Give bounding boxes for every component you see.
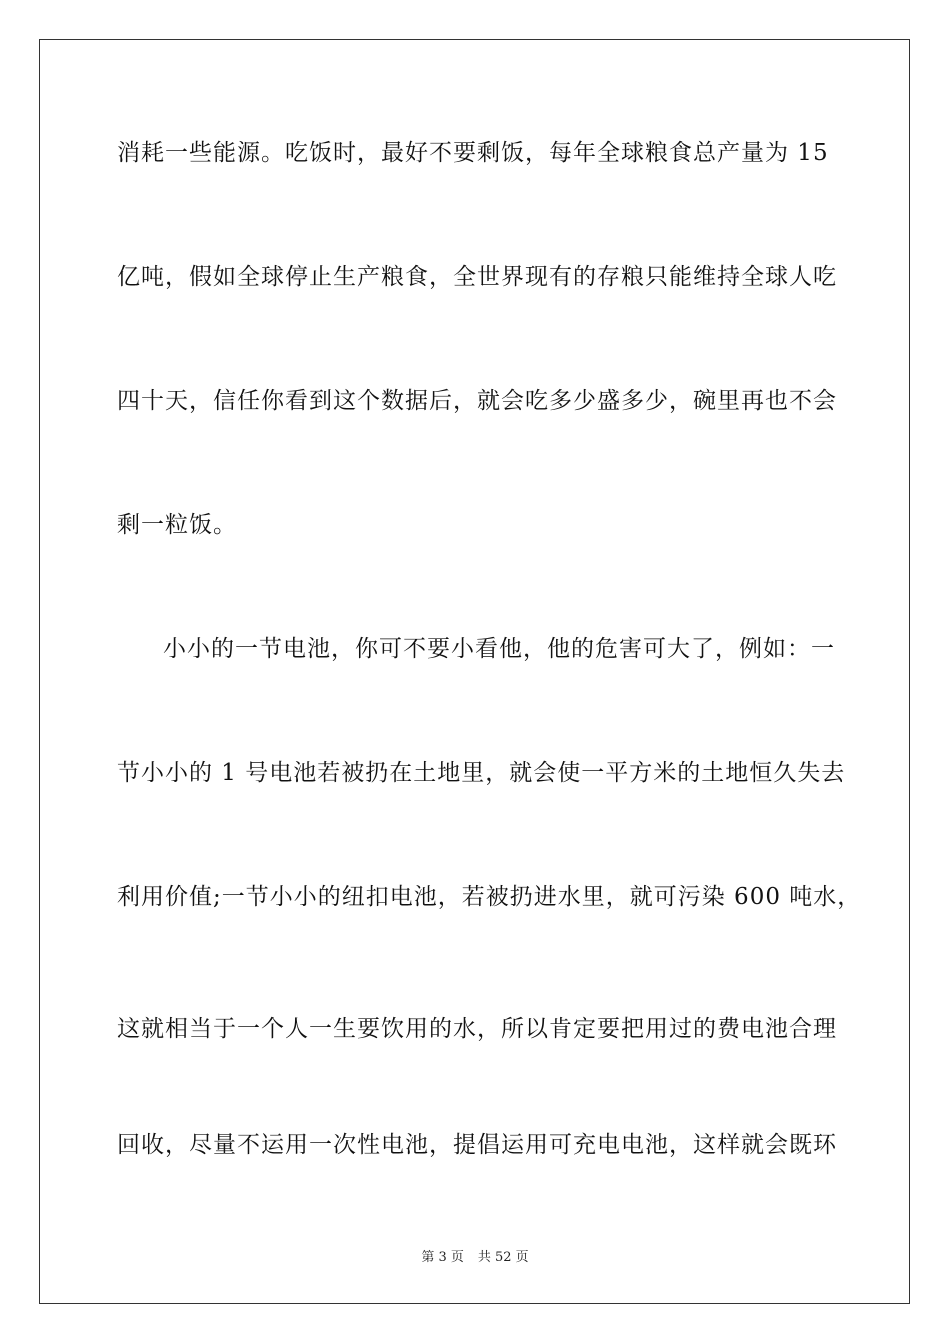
paragraph-start-line: 小小的一节电池，你可不要小看他，他的危害可大了，例如：一 xyxy=(163,636,835,662)
text-line: 这就相当于一个人一生要饮用的水，所以肯定要把用过的费电池合理 xyxy=(117,1016,837,1042)
text-line: 节小小的 1 号电池若被扔在土地里，就会使一平方米的土地恒久失去 xyxy=(117,760,846,786)
page-number: 第 3 页 xyxy=(421,1250,464,1265)
text-line: 四十天，信任你看到这个数据后，就会吃多少盛多少，碗里再也不会 xyxy=(117,388,837,414)
text-line: 消耗一些能源。吃饭时，最好不要剩饭，每年全球粮食总产量为 15 xyxy=(117,140,829,166)
text-line: 剩一粒饭。 xyxy=(117,512,237,538)
text-line: 亿吨，假如全球停止生产粮食，全世界现有的存粮只能维持全球人吃 xyxy=(117,264,837,290)
page-footer xyxy=(0,1246,950,1265)
text-line: 回收，尽量不运用一次性电池，提倡运用可充电电池，这样就会既环 xyxy=(117,1132,837,1158)
page-border xyxy=(39,39,910,1304)
text-line: 利用价值;一节小小的纽扣电池，若被扔进水里，就可污染 600 吨水， xyxy=(117,884,862,910)
total-pages: 共 52 页 xyxy=(477,1250,529,1265)
